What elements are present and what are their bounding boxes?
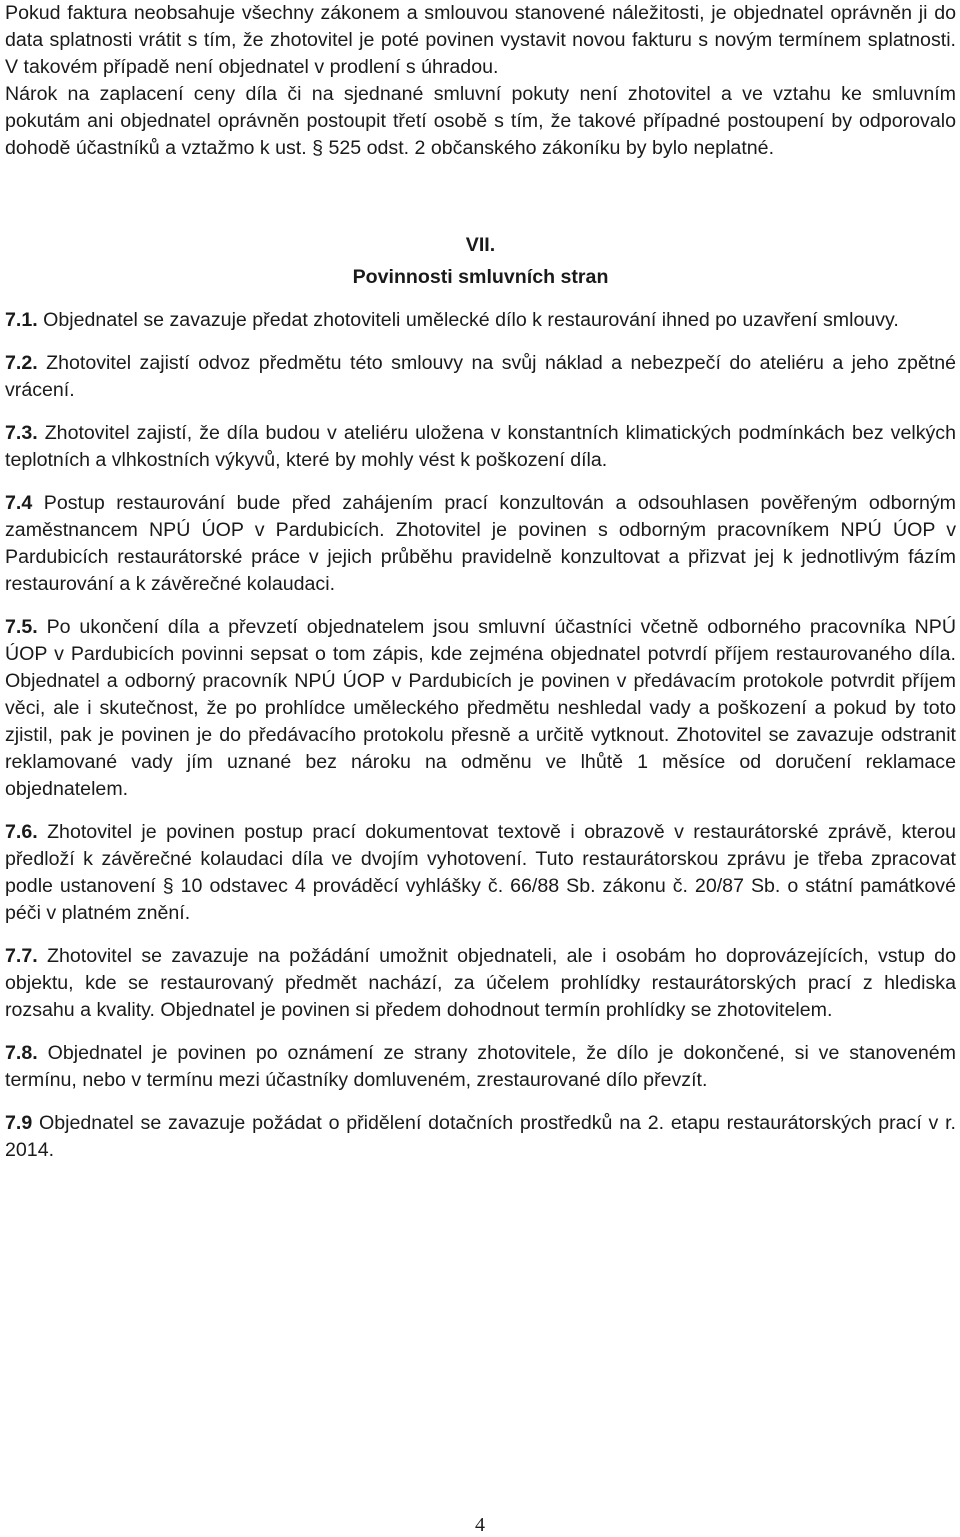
section-title: Povinnosti smluvních stran xyxy=(352,266,609,288)
clause-number: 7.5. xyxy=(5,616,38,638)
clause-7-4 xyxy=(5,490,956,598)
clause-text: Objednatel je povinen po oznámení ze strany zhotovitele, že dílo je dokončené, si ve stanoveném termínu, nebo v termínu mezi účastníky domluveném, zrestaurované dílo převzít. xyxy=(5,1042,956,1091)
clause-7-2 xyxy=(5,350,956,404)
clause-7-7 xyxy=(5,943,956,1024)
clause-7-9 xyxy=(5,1110,956,1164)
clause-text: Objednatel se zavazuje předat zhotoviteli umělecké dílo k restaurování ihned po uzavření smlouvy. xyxy=(43,309,899,331)
document-page xyxy=(5,0,956,1164)
section-number: VII. xyxy=(465,234,496,256)
clause-7-5 xyxy=(5,614,956,803)
clause-text: Postup restaurování bude před zahájením prací konzultován a odsouhlasen pověřeným odborným zaměstnancem NPÚ ÚOP v Pardubicích. Zhotovitel je povinen s odborným pracovníkem NPÚ ÚOP v Pardubicích restaurátorské práce v jejich průběhu pravidelně konzultovat a přizvat jej k jednotlivým fázím restaurování a k závěrečné kolaudaci. xyxy=(5,492,956,595)
paragraph-invoice-return: Pokud faktura neobsahuje všechny zákonem a smlouvou stanovené náležitosti, je objednatel oprávněn ji do data splatnosti vrátit s tím, že zhotovitel je poté povinen vystavit novou fakturu s novým termínem splatnosti. V takovém případě není objednatel v prodlení s úhradou. xyxy=(5,2,956,78)
clause-text: Zhotovitel zajistí odvoz předmětu této smlouvy na svůj náklad a nebezpečí do ateliéru a jeho zpětné vrácení. xyxy=(5,352,956,401)
clause-7-3 xyxy=(5,420,956,474)
clause-number: 7.8. xyxy=(5,1042,38,1064)
clause-7-8 xyxy=(5,1040,956,1094)
clause-text: Objednatel se zavazuje požádat o přidělení dotačních prostředků na 2. etapu restaurátorských prací v r. 2014. xyxy=(5,1112,956,1161)
paragraph-claim-assignment: Nárok na zaplacení ceny díla či na sjednané smluvní pokuty není zhotovitel a ve vztahu ke smluvním pokutám ani objednatel oprávněn postoupit třetí osobě s tím, že takové případné postoupení by odporovalo dohodě účastníků a vztažmo k ust. § 525 odst. 2 občanského zákoníku by bylo neplatné. xyxy=(5,83,956,159)
clause-7-6 xyxy=(5,819,956,927)
clause-number: 7.6. xyxy=(5,821,38,843)
clause-number: 7.1. xyxy=(5,309,38,331)
clause-number: 7.4 xyxy=(5,492,33,514)
clause-text: Zhotovitel se zavazuje na požádání umožnit objednateli, ale i osobám ho doprovázejících, vstup do objektu, kde se restaurovaný předmět nachází, za účelem prohlídky restaurátorských prací z hlediska rozsahu a kvality. Objednatel je povinen si předem dohodnout termín prohlídky se zhotovitelem. xyxy=(5,945,956,1021)
clause-text: Zhotovitel je povinen postup prací dokumentovat textově i obrazově v restaurátorské zprávě, kterou předloží k závěrečné kolaudaci díla ve dvojím vyhotovení. Tuto restaurátorskou zprávu je třeba zpracovat podle ustanovení § 10 odstavec 4 prováděcí vyhlášky č. 66/88 Sb. zákonu č. 20/87 Sb. o státní památkové péči v platném znění. xyxy=(5,821,956,924)
clause-text: Zhotovitel zajistí, že díla budou v ateliéru uložena v konstantních klimatických podmínkách bez velkých teplotních a vlhkostních výkyvů, které by mohly vést k poškození díla. xyxy=(5,422,956,471)
clause-text: Po ukončení díla a převzetí objednatelem jsou smluvní účastníci včetně odborného pracovníka NPÚ ÚOP v Pardubicích povinni sepsat o tom zápis, kde zejména objednatel potvrdí příjem restaurovaného díla. Objednatel a odborný pracovník NPÚ ÚOP v Pardubicích je povinen v předávacím protokole potvrdit příjem věci, ale i skutečnost, že po prohlídce uměleckého předmětu neshledal vady a poškození a pokud by toto zjistil, pak je povinen je do předávacího protokolu přesně a určitě vytknout. Zhotovitel se zavazuje odstranit reklamované vady jím uznané bez nároku na odměnu ve lhůtě 1 měsíce od doručení reklamace objednatelem. xyxy=(5,616,956,800)
clause-number: 7.7. xyxy=(5,945,38,967)
page-number: 4 xyxy=(475,1514,485,1536)
clause-number: 7.9 xyxy=(5,1112,33,1134)
clause-number: 7.3. xyxy=(5,422,38,444)
clause-7-1 xyxy=(5,307,956,334)
clause-number: 7.2. xyxy=(5,352,38,374)
